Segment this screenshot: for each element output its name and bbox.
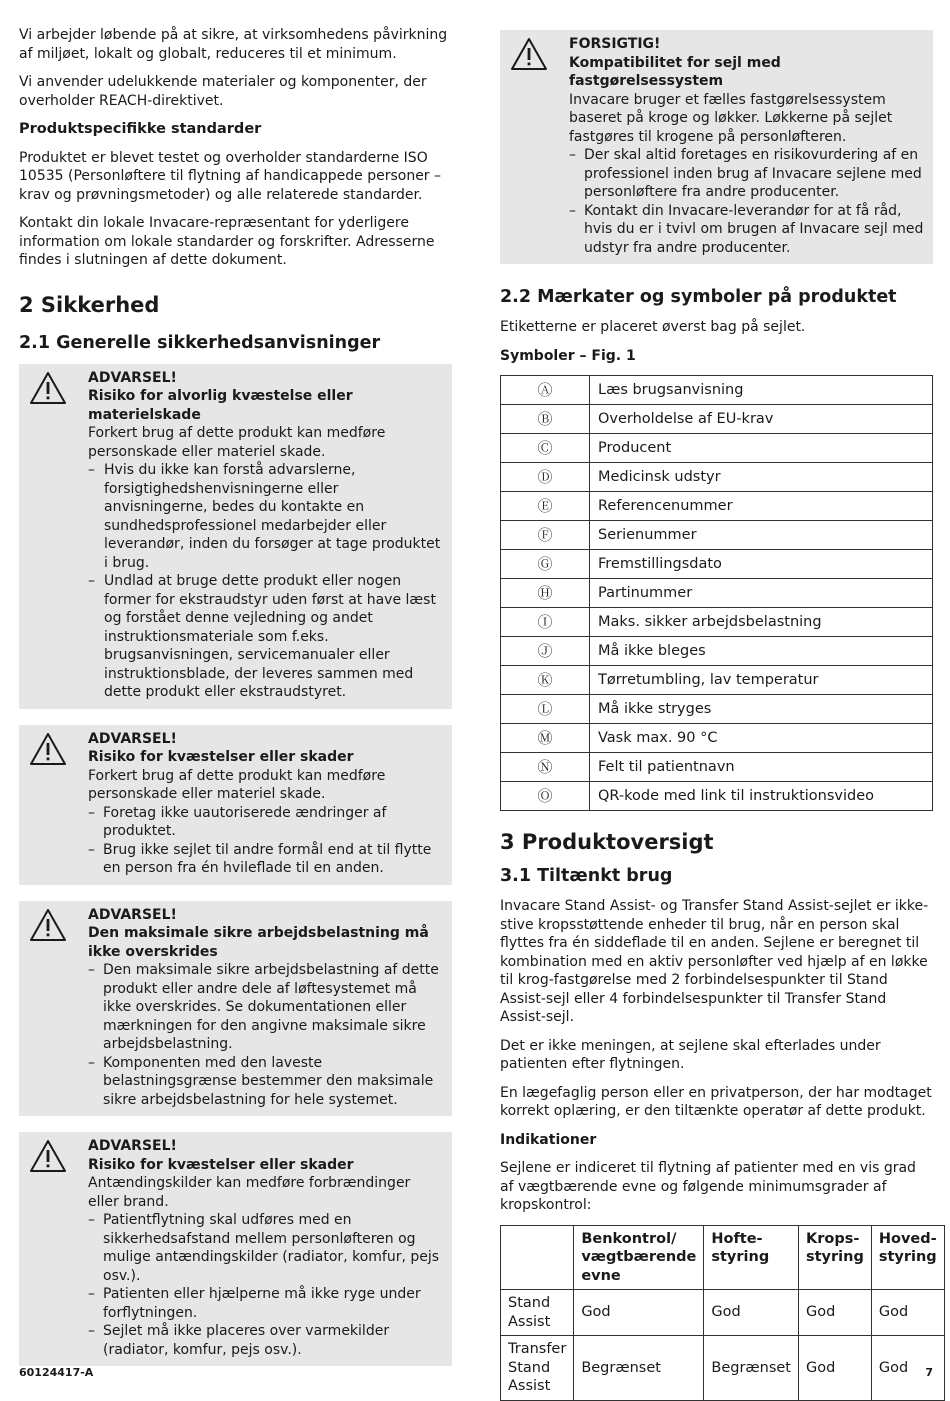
warning-heading: Risiko for kvæstelser eller skader [88,749,354,765]
symbol-letter: Ⓘ [501,608,590,637]
table-row [501,376,933,405]
symbol-description: Producent [590,434,933,463]
table-row [501,695,933,724]
left-column [19,26,452,1382]
warning-list-item: – Patientflytning skal udføres med en sikkerhedsafstand mellem personløfteren og mulige antændingskilder (radiator, komfur, pejs osv.). [88,1211,444,1285]
table-cell: God [799,1290,872,1336]
warning-triangle-icon [29,1139,67,1173]
symbol-letter: Ⓑ [501,405,590,434]
warning-heading: Risiko for kvæstelser eller skader [88,1156,354,1173]
symbol-letter: Ⓐ [501,376,590,405]
symbols-table [500,375,933,811]
warning-box [19,1132,452,1366]
warning-list-item: – Komponenten med den laveste belastningsgrænse bestemmer den maksimale sikre arbejdsbelastning for hele systemet. [88,1054,444,1110]
table-row-label: Transfer Stand Assist [501,1336,574,1401]
symbol-description: QR-kode med link til instruktionsvideo [590,782,933,811]
caution-box [500,30,933,264]
symbols-caption: Symboler – Fig. 1 [500,347,636,364]
symbol-letter: Ⓗ [501,579,590,608]
table-row [501,753,933,782]
standards-heading: Produktspecifikke standarder [19,121,262,137]
intended-use-paragraph-1: Invacare Stand Assist- og Transfer Stand Assist-sejlet er ikke-stive kropsstøttende enheder til brug, når en person skal flyttes fra én siddeflade til en anden. Sejlene er beregnet til kombination med en aktiv personløfter ved hjælp af en løkke til krog-fastgørelse med 2 forbindelsespunkter til Stand Assist-sejl eller 4 forbindelsespunkter til Transfer Stand Assist-sejl. [500,898,929,1025]
table-cell: Begrænset [574,1336,704,1401]
table-row [501,1336,945,1401]
symbol-description: Medicinsk udstyr [590,463,933,492]
table-cell: God [871,1336,944,1401]
caution-list-item: – Der skal altid foretages en risikovurdering af en professionel inden brug af Invacare sejlene med personløftere fra andre producenter. [569,146,925,202]
symbol-description: Felt til patientnavn [590,753,933,782]
intended-use-paragraph-3: En lægefaglig person eller en privatperson, der har modtaget korrekt oplæring, er den tiltænkte operatør af dette produkt. [500,1084,932,1119]
warning-text: Forkert brug af dette produkt kan medføre personskade eller materiel skade. [88,767,386,802]
symbol-letter: Ⓖ [501,550,590,579]
table-row [501,1290,945,1336]
warning-list-item: – Den maksimale sikre arbejdsbelastning af dette produkt eller andre dele af løftesystemet må ikke overskrides. Se dokumentationen eller mærkningen for den angivne maksimale sikre arbejdsbelastning. [88,961,444,1054]
symbol-letter: Ⓞ [501,782,590,811]
standards-paragraph-1: Produktet er blevet testet og overholder standarderne ISO 10535 (Personløftere til flytning af handicappede personer – krav og prøvningsmetoder) og alle relaterede standarder. [19,149,442,203]
warning-list [88,1211,444,1359]
symbol-letter: Ⓒ [501,434,590,463]
symbol-description: Tørretumbling, lav temperatur [590,666,933,695]
warning-list-item: – Patienten eller hjælperne må ikke ryge under forflytningen. [88,1285,444,1322]
table-row [501,782,933,811]
standards-paragraph-2: Kontakt din lokale Invacare-repræsentant for yderligere information om lokale standarder og forskrifter. Adresserne findes i slutningen af dette dokument. [19,215,435,268]
table-cell: God [799,1336,872,1401]
symbol-letter: Ⓛ [501,695,590,724]
table-header-cell: Kropsstyring [799,1225,872,1290]
section-title-product-overview: 3 Produktoversigt [500,830,714,854]
indications-heading: Indikationer [500,1131,597,1148]
caution-heading: Kompatibilitet for sejl med fastgørelsessystem [569,54,781,89]
warning-triangle-icon [510,37,548,71]
symbol-letter: Ⓚ [501,666,590,695]
warning-triangle-icon [29,371,67,405]
warning-list [88,461,444,702]
subsection-title-labels: 2.2 Mærkater og symboler på produktet [500,287,897,307]
right-column [500,30,937,1401]
warning-list-item: – Foretag ikke uautoriserede ændringer af produktet. [88,804,444,841]
table-row [501,608,933,637]
caution-list [569,146,925,257]
table-header-cell [501,1225,574,1290]
warning-box [19,364,452,709]
table-cell: God [871,1290,944,1336]
table-row [501,579,933,608]
warning-list-item: – Hvis du ikke kan forstå advarslerne, forsigtighedshenvisningerne eller anvisningerne, bedes du kontakte en sundhedsprofessionel medarbejder eller leverandør, inden du forsøger at tage produktet i brug. [88,461,444,572]
table-header-cell: Benkontrol/ vægtbærende evne [574,1225,704,1290]
table-header-cell: Hovedstyring [871,1225,944,1290]
table-row [501,521,933,550]
table-cell: Begrænset [704,1336,799,1401]
symbol-description: Vask max. 90 °C [590,724,933,753]
symbol-description: Referencenummer [590,492,933,521]
symbol-description: Maks. sikker arbejdsbelastning [590,608,933,637]
intended-use-paragraph-2: Det er ikke meningen, at sejlene skal efterlades under patienten efter flytningen. [500,1037,881,1072]
table-header-row [501,1225,945,1290]
indications-table [500,1225,945,1401]
symbol-letter: Ⓔ [501,492,590,521]
warning-list-item: – Sejlet må ikke placeres over varmekilder (radiator, komfur, pejs osv.). [88,1322,444,1359]
table-cell: God [574,1290,704,1336]
table-cell: God [704,1290,799,1336]
table-row [501,666,933,695]
warning-list-item: – Undlad at bruge dette produkt eller nogen former for ekstraudstyr uden først at have læst og forstået denne vejledning og andet instruktionsmateriale som f.eks. brugsanvisningen, servicemanualer eller instruktionsblade, der leveres sammen med dette produkt eller ekstraudstyret. [88,572,444,702]
symbol-description: Overholdelse af EU-krav [590,405,933,434]
warning-list-item: – Brug ikke sejlet til andre formål end at til flytte en person fra én hvileflade til en anden. [88,841,444,878]
warning-heading: Risiko for alvorlig kvæstelse eller materielskade [88,388,353,423]
warning-list [88,961,444,1109]
table-row [501,463,933,492]
symbol-letter: Ⓜ [501,724,590,753]
table-header-cell: Hoftestyring [704,1225,799,1290]
warning-kind: ADVARSEL! [88,1138,177,1154]
warning-box [19,725,452,885]
symbol-description: Partinummer [590,579,933,608]
caution-text: Invacare bruger et fælles fastgørelsessystem baseret på kroge og løkker. Løkkerne på sejlet fastgøres til krogene på personløfteren. [569,91,893,145]
symbol-letter: Ⓙ [501,637,590,666]
table-row [501,405,933,434]
symbol-description: Serienummer [590,521,933,550]
intro-paragraph-1: Vi arbejder løbende på at sikre, at virksomhedens påvirkning af miljøet, lokalt og globalt, reduceres til et minimum. [19,27,448,62]
subsection-title-intended-use: 3.1 Tiltænkt brug [500,866,673,886]
warning-triangle-icon [29,732,67,766]
warning-kind: ADVARSEL! [88,730,177,747]
caution-list-item: – Kontakt din Invacare-leverandør for at få råd, hvis du er i tvivl om brugen af Invacare sejl med udstyr fra andre producenter. [569,202,925,258]
footer-page-number: 7 [925,1366,933,1379]
warning-kind: ADVARSEL! [88,906,177,923]
warning-text: Forkert brug af dette produkt kan medføre personskade eller materiel skade. [88,425,386,460]
warning-box [19,901,452,1117]
warning-text: Antændingskilder kan medføre forbrændinger eller brand. [88,1175,411,1210]
footer-doc-number: 60124417-A [19,1366,94,1379]
subsection-title-general-safety: 2.1 Generelle sikkerhedsanvisninger [19,332,381,353]
warning-triangle-icon [29,908,67,942]
caution-kind: FORSIGTIG! [569,36,661,52]
indications-text: Sejlene er indiceret til flytning af patienter med en vis grad af vægtbærende evne og følgende minimumsgrader af kropskontrol: [500,1160,916,1213]
symbol-description: Fremstillingsdato [590,550,933,579]
table-row [501,637,933,666]
warning-list [88,804,444,878]
symbol-description: Læs brugsanvisning [590,376,933,405]
intro-paragraph-2: Vi anvender udelukkende materialer og komponenter, der overholder REACH-direktivet. [19,74,427,109]
symbol-letter: Ⓓ [501,463,590,492]
table-row [501,434,933,463]
symbol-description: Må ikke bleges [590,637,933,666]
symbol-description: Må ikke stryges [590,695,933,724]
symbol-letter: Ⓕ [501,521,590,550]
section-title-safety: 2 Sikkerhed [19,292,160,317]
table-row-label: Stand Assist [501,1290,574,1336]
table-row [501,492,933,521]
symbol-letter: Ⓝ [501,753,590,782]
labels-text: Etiketterne er placeret øverst bag på sejlet. [500,319,806,335]
table-row [501,550,933,579]
table-row [501,724,933,753]
warning-heading: Den maksimale sikre arbejdsbelastning må ikke overskrides [88,925,429,960]
warning-kind: ADVARSEL! [88,369,177,386]
